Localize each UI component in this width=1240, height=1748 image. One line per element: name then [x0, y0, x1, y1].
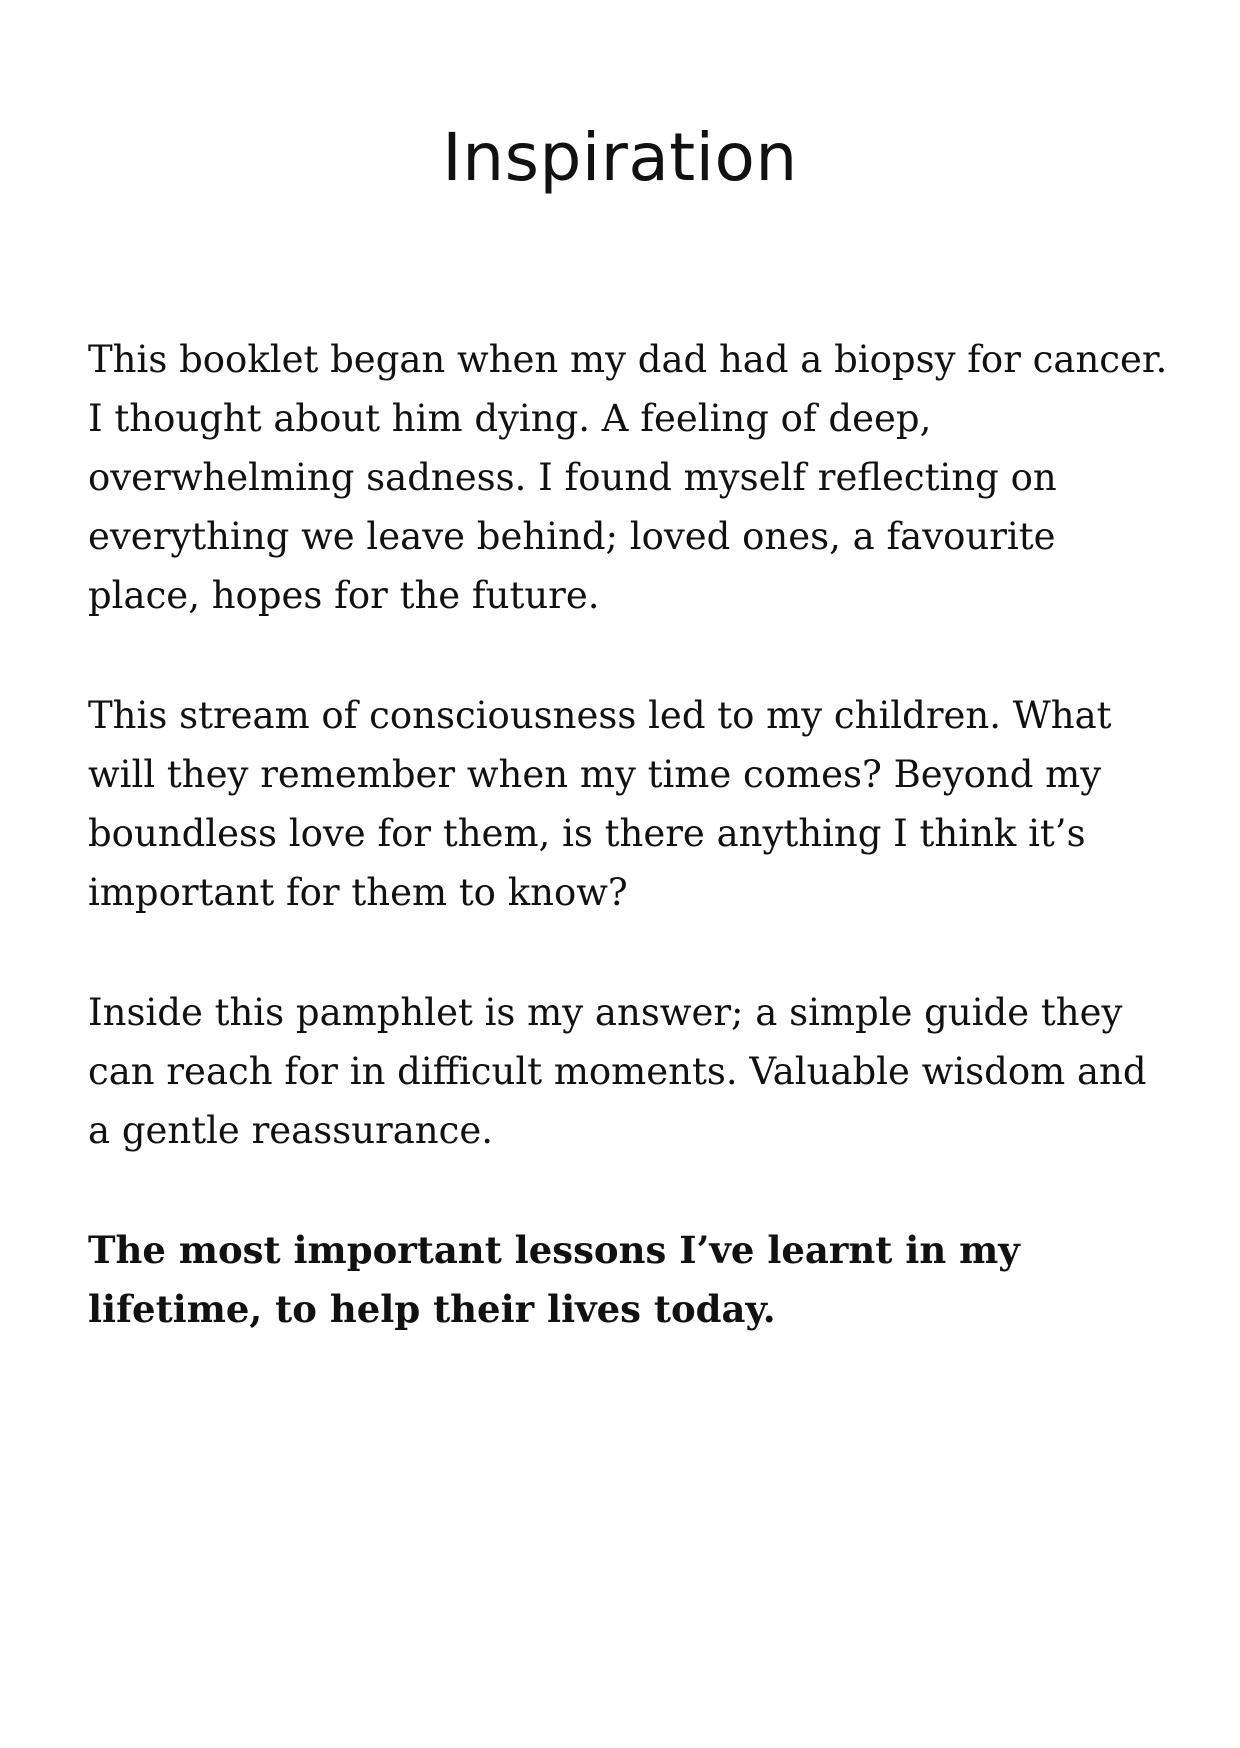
- page-title: Inspiration: [442, 119, 798, 196]
- body-text: [88, 330, 1178, 1339]
- paragraph-2: This stream of consciousness led to my children. What will they remember when my time comes? Beyond my boundless love for them, is there anything I think it’s important for them to know?: [88, 694, 1112, 914]
- paragraph-3: Inside this pamphlet is my answer; a simple guide they can reach for in difficult moments. Valuable wisdom and a gentle reassurance.: [88, 991, 1147, 1152]
- closing-statement: The most important lessons I’ve learnt in my lifetime, to help their lives today.: [88, 1228, 1020, 1331]
- paragraph-1: This booklet began when my dad had a biopsy for cancer. I thought about him dying. A feeling of deep, overwhelming sadness. I found myself reflecting on everything we leave behind; loved ones, a favourite place, hopes for the future.: [88, 338, 1168, 617]
